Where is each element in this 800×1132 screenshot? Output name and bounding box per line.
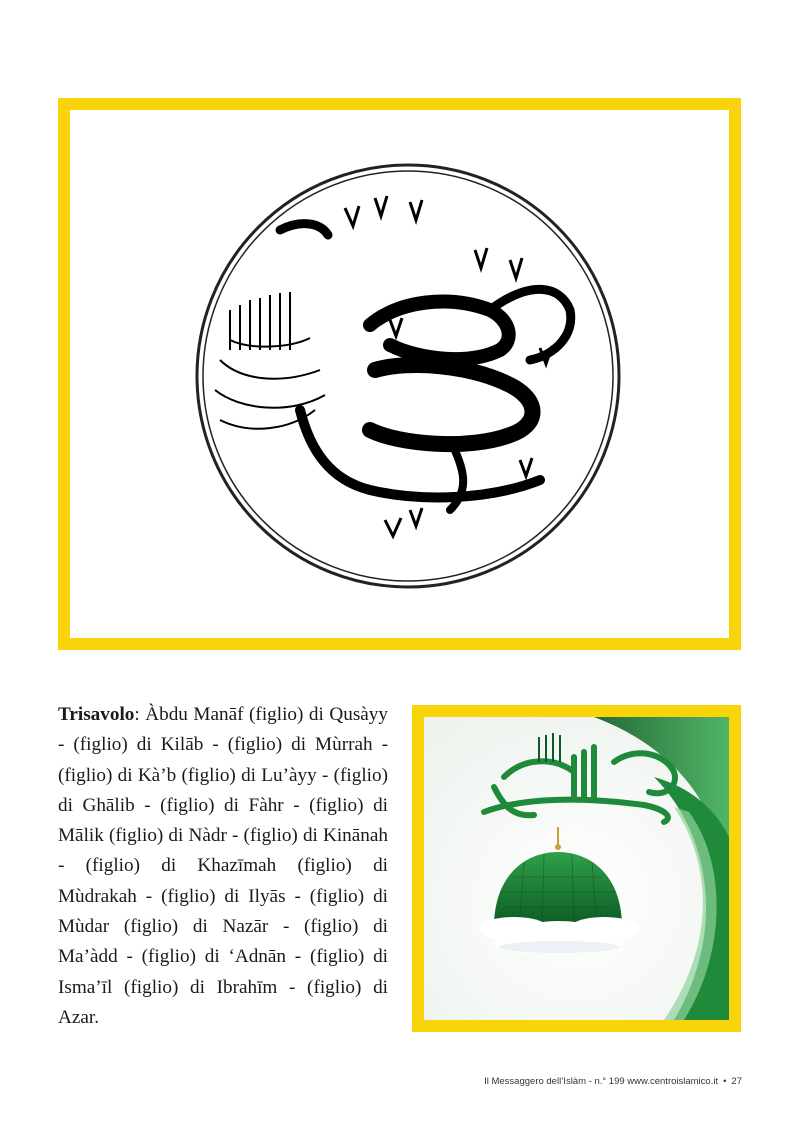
footer-magazine: Il Messaggero dell’Islàm - n.° 199 www.centroislamico.it (484, 1076, 719, 1087)
muhammad-calligraphy-icon (70, 110, 729, 638)
footer-separator: • (723, 1076, 727, 1087)
calligraphy-frame-top (58, 98, 741, 650)
calligraphy-frame-bottom (412, 705, 741, 1032)
article-body: : Àbdu Manāf (figlio) di Qusàyy - (figlio) di Kilāb - (figlio) di Mùrrah - (figlio) di Kà’b (figlio) di Lu’àyy - (figlio) di Ghālib - (figlio) di Fàhr - (figlio) di Mālik (figlio) di Nàdr - (figlio) di Kinānah - (figlio) di Khazīmah (figlio) di Mùdrakah - (figlio) di Ilyās - (figlio) di Mùdar (figlio) di Nazār - (figlio) di Ma’àdd - (figlio) di ‘Adnān - (figlio) di Isma’īl (figlio) di Ibrahīm - (figlio) di Azar. (58, 704, 388, 1028)
page-number: 27 (731, 1076, 742, 1087)
muhammad-rasul-allah-green-calligraphy-icon (424, 717, 729, 1020)
article-text (58, 700, 388, 1033)
page-footer (484, 1076, 742, 1087)
article-label: Trisavolo (58, 704, 135, 725)
